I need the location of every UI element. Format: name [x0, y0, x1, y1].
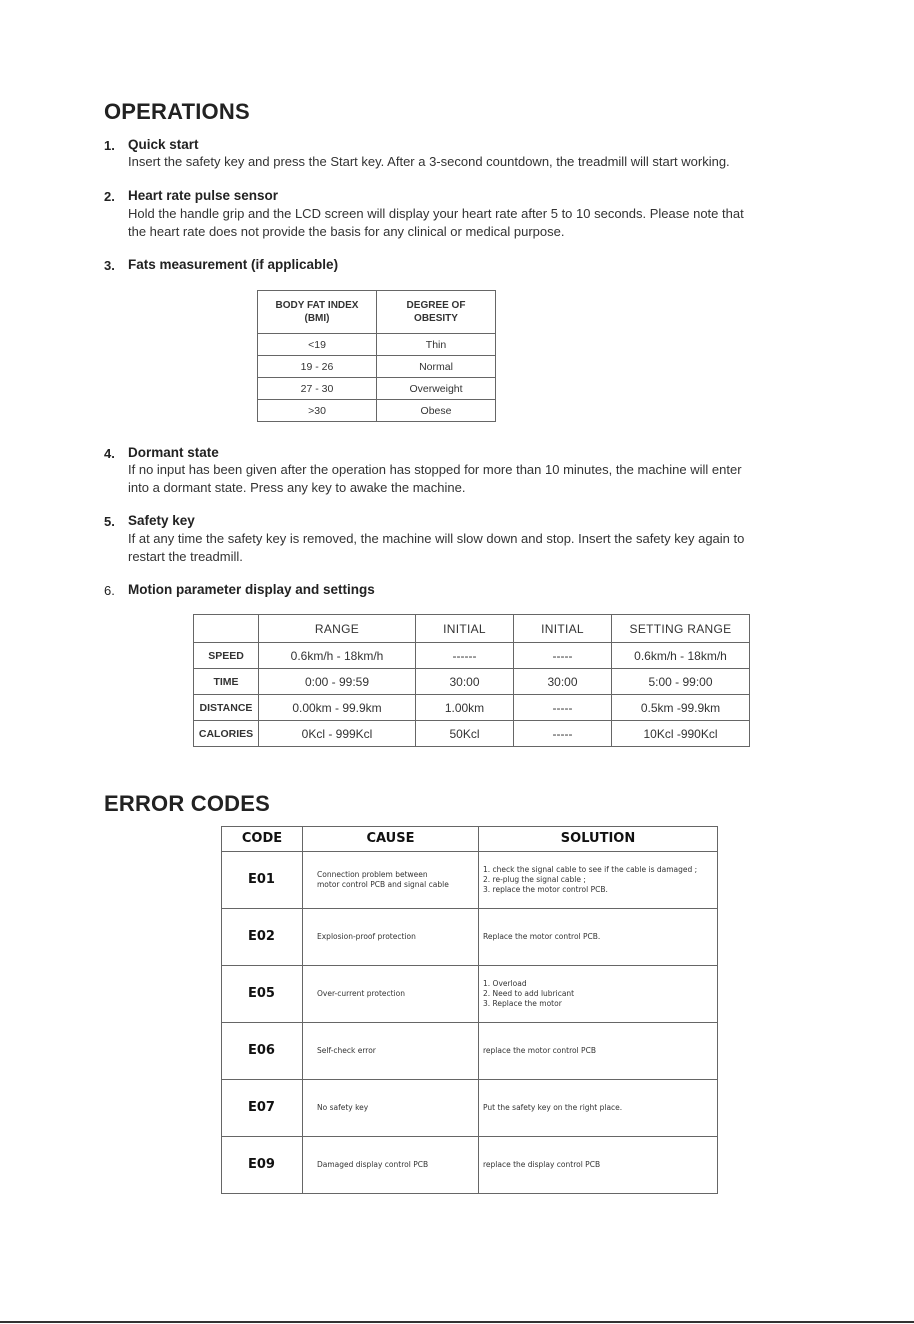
bmi-cell: 19 - 26 [258, 356, 377, 378]
bmi-cell: <19 [258, 334, 377, 356]
motion-cell: 30:00 [416, 669, 514, 695]
motion-cell: ------ [416, 643, 514, 669]
item-4-heading: Dormant state [128, 445, 219, 460]
error-solution: Replace the motor control PCB. [479, 909, 718, 966]
item-5-line-2: restart the treadmill. [128, 549, 243, 564]
item-1-line-1: Insert the safety key and press the Start key. After a 3-second countdown, the treadmill will start working. [128, 154, 730, 169]
motion-header-initial-1: INITIAL [416, 615, 514, 643]
table-row [222, 1023, 718, 1080]
item-4-line-1: If no input has been given after the operation has stopped for more than 10 minutes, the machine will enter [128, 462, 742, 477]
bmi-cell: >30 [258, 400, 377, 422]
item-1-heading: Quick start [128, 137, 199, 152]
error-header-row [222, 827, 718, 852]
motion-header-setting-range: SETTING RANGE [612, 615, 750, 643]
item-2-heading: Heart rate pulse sensor [128, 188, 279, 203]
motion-cell: 0.6km/h - 18km/h [259, 643, 416, 669]
motion-table [193, 614, 750, 747]
item-2-number: 2. [104, 189, 115, 204]
motion-cell: ----- [514, 695, 612, 721]
motion-row-label: CALORIES [194, 721, 259, 747]
error-solution: replace the display control PCB [479, 1137, 718, 1194]
item-2-line-2: the heart rate does not provide the basis for any clinical or medical purpose. [128, 224, 565, 239]
item-4-line-2: into a dormant state. Press any key to awake the machine. [128, 480, 466, 495]
item-3-heading: Fats measurement (if applicable) [128, 257, 339, 272]
table-row [222, 909, 718, 966]
motion-cell: 50Kcl [416, 721, 514, 747]
table-row [194, 721, 750, 747]
item-4-number: 4. [104, 446, 115, 461]
bmi-cell: Thin [377, 334, 496, 356]
motion-cell: 0Kcl - 999Kcl [259, 721, 416, 747]
motion-cell: 0.5km -99.9km [612, 695, 750, 721]
table-row [258, 334, 496, 356]
error-codes-title: ERROR CODES [104, 791, 270, 816]
table-row [222, 852, 718, 909]
motion-cell: 10Kcl -990Kcl [612, 721, 750, 747]
motion-cell: 0.6km/h - 18km/h [612, 643, 750, 669]
error-cause: No safety key [303, 1080, 479, 1137]
error-code: E05 [222, 966, 303, 1023]
table-row [194, 643, 750, 669]
item-5-line-1: If at any time the safety key is removed, the machine will slow down and stop. Insert the safety key again to [128, 531, 745, 546]
table-row [194, 669, 750, 695]
table-row [222, 966, 718, 1023]
motion-header-range: RANGE [259, 615, 416, 643]
motion-row-label: SPEED [194, 643, 259, 669]
motion-header-row [194, 615, 750, 643]
error-solution: replace the motor control PCB [479, 1023, 718, 1080]
item-3-number: 3. [104, 258, 115, 273]
table-row [222, 1137, 718, 1194]
error-header-code: CODE [222, 827, 303, 852]
item-6-heading: Motion parameter display and settings [128, 582, 375, 597]
motion-header-initial-2: INITIAL [514, 615, 612, 643]
error-cause: Damaged display control PCB [303, 1137, 479, 1194]
bmi-cell: Normal [377, 356, 496, 378]
motion-header-blank [194, 615, 259, 643]
error-cause: Connection problem between motor control PCB and signal cable [303, 852, 479, 909]
error-header-solution: SOLUTION [479, 827, 718, 852]
motion-cell: 5:00 - 99:00 [612, 669, 750, 695]
error-solution: 1. Overload 2. Need to add lubricant 3. Replace the motor [479, 966, 718, 1023]
table-row [258, 356, 496, 378]
error-solution: Put the safety key on the right place. [479, 1080, 718, 1137]
table-row [194, 695, 750, 721]
table-row [258, 400, 496, 422]
motion-cell: 1.00km [416, 695, 514, 721]
error-code: E01 [222, 852, 303, 909]
motion-cell: 30:00 [514, 669, 612, 695]
item-5-heading: Safety key [128, 513, 195, 528]
error-cause: Explosion-proof protection [303, 909, 479, 966]
motion-row-label: DISTANCE [194, 695, 259, 721]
error-code: E07 [222, 1080, 303, 1137]
motion-cell: 0.00km - 99.9km [259, 695, 416, 721]
error-cause: Self-check error [303, 1023, 479, 1080]
page-bottom-rule [0, 1321, 914, 1323]
bmi-header-degree: DEGREE OF OBESITY [377, 291, 496, 334]
item-5-number: 5. [104, 514, 115, 529]
motion-row-label: TIME [194, 669, 259, 695]
motion-cell: ----- [514, 721, 612, 747]
item-6-number: 6. [104, 583, 115, 598]
error-cause: Over-current protection [303, 966, 479, 1023]
error-code: E02 [222, 909, 303, 966]
bmi-header-index: BODY FAT INDEX (BMI) [258, 291, 377, 334]
bmi-table [257, 290, 496, 422]
bmi-header-row [258, 291, 496, 334]
bmi-cell: 27 - 30 [258, 378, 377, 400]
table-row [258, 378, 496, 400]
error-code: E06 [222, 1023, 303, 1080]
bmi-cell: Overweight [377, 378, 496, 400]
error-codes-table [221, 826, 718, 1194]
error-solution: 1. check the signal cable to see if the cable is damaged ; 2. re-plug the signal cable ; 3. replace the motor control PCB. [479, 852, 718, 909]
bmi-cell: Obese [377, 400, 496, 422]
motion-cell: 0:00 - 99:59 [259, 669, 416, 695]
error-code: E09 [222, 1137, 303, 1194]
item-2-line-1: Hold the handle grip and the LCD screen will display your heart rate after 5 to 10 seconds. Please note that [128, 206, 744, 221]
error-header-cause: CAUSE [303, 827, 479, 852]
item-1-number: 1. [104, 138, 115, 153]
motion-cell: ----- [514, 643, 612, 669]
operations-title: OPERATIONS [104, 99, 250, 124]
table-row [222, 1080, 718, 1137]
